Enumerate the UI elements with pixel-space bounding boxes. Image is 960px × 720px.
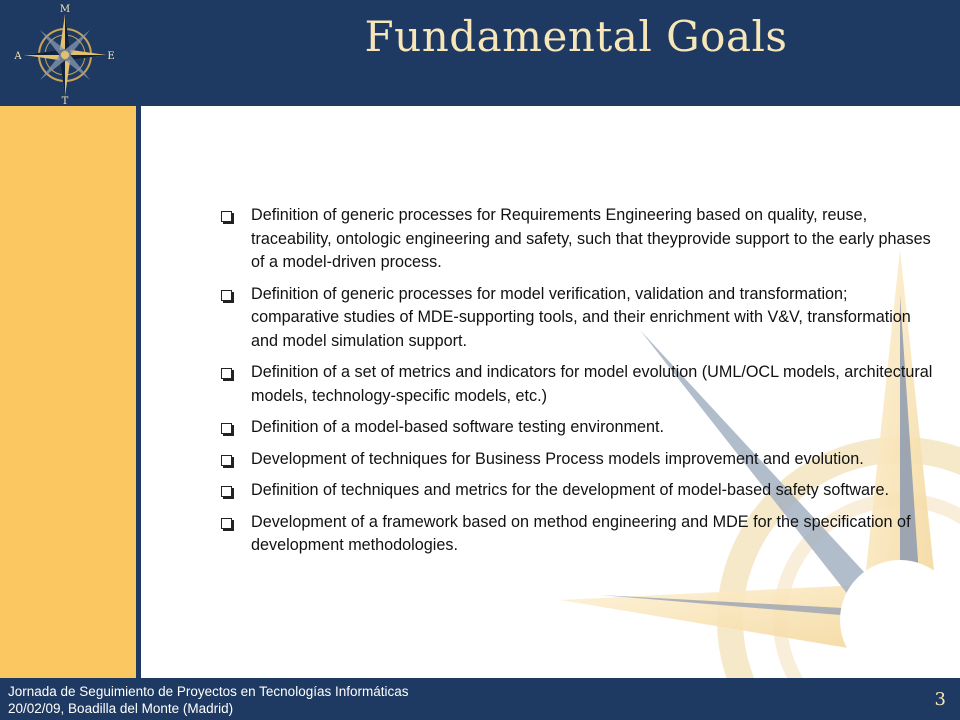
- logo-letter-m: M: [59, 4, 71, 15]
- logo-letter-t: T: [61, 96, 69, 106]
- logo-letter-e: E: [107, 51, 115, 62]
- checkbox-bullet-icon: [221, 518, 232, 529]
- bullet-text: Definition of techniques and metrics for the development of model-based safety software.: [251, 481, 889, 499]
- checkbox-bullet-icon: [221, 486, 232, 497]
- page-title: Fundamental Goals: [364, 12, 788, 61]
- checkbox-bullet-icon: [221, 211, 232, 222]
- footer-event-name: Jornada de Seguimiento de Proyectos en Tecnologías Informáticas: [8, 684, 409, 699]
- list-item: [221, 448, 933, 472]
- sidebar-divider: [136, 106, 141, 678]
- goals-list: [221, 204, 933, 566]
- logo-letter-a: A: [14, 51, 22, 62]
- bullet-text: Definition of generic processes for model verification, validation and transformation; comparative studies of MDE-supporting tools, and their enrichment with V&V, transformation and model simulation support.: [251, 284, 911, 350]
- sidebar-band: [0, 106, 136, 678]
- checkbox-bullet-icon: [221, 290, 232, 301]
- footer-caption: [8, 683, 409, 717]
- header-bar: [0, 0, 960, 106]
- page-number: 3: [934, 689, 946, 710]
- bullet-text: Development of a framework based on method engineering and MDE for the specification of development methodologies.: [251, 512, 911, 554]
- bullet-text: Definition of a set of metrics and indicators for model evolution (UML/OCL models, architectural models, technology-specific models, etc.): [251, 363, 933, 405]
- checkbox-bullet-icon: [221, 423, 232, 434]
- list-item: [221, 283, 933, 354]
- checkbox-bullet-icon: [221, 368, 232, 379]
- bullet-text: Definition of generic processes for Requirements Engineering based on quality, reuse, traceability, ontologic engineering and safety, such that theyprovide support to the early phases of a model-driven process.: [251, 206, 931, 271]
- list-item: [221, 361, 933, 408]
- checkbox-bullet-icon: [221, 455, 232, 466]
- footer-bar: [0, 678, 960, 720]
- list-item: [221, 479, 933, 503]
- bullet-text: Definition of a model-based software testing environment.: [251, 418, 665, 436]
- footer-date-location: 20/02/09, Boadilla del Monte (Madrid): [8, 701, 234, 716]
- bullet-text: Development of techniques for Business Process models improvement and evolution.: [251, 449, 864, 468]
- list-item: [221, 416, 933, 440]
- list-item: [221, 511, 933, 558]
- list-item: [221, 204, 933, 275]
